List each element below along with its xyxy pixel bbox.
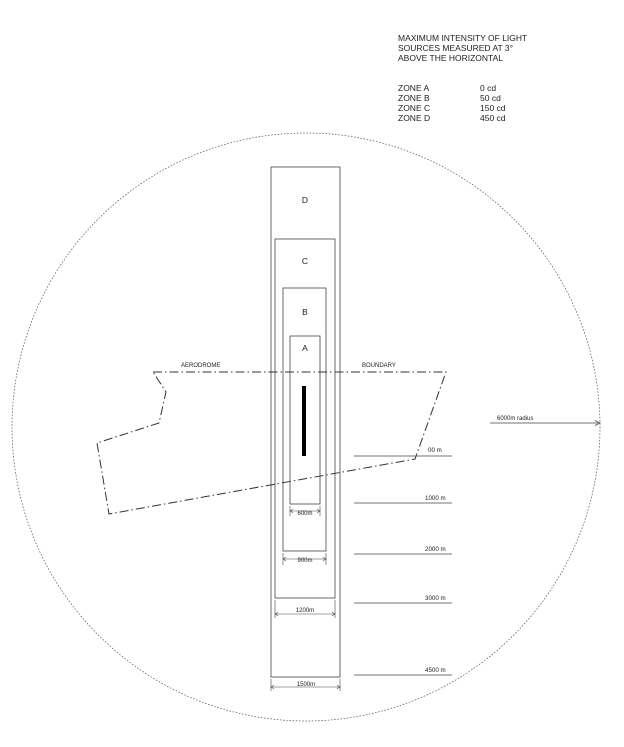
legend-zone-c: ZONE C: [398, 103, 431, 113]
legend-value-a: 0 cd: [480, 83, 497, 93]
zone-a-letter: A: [302, 343, 308, 353]
distance-label-2000: 2000 m: [425, 546, 446, 553]
distance-label-1000: 1000 m: [425, 495, 446, 502]
dimension-label-1200m: 1200m: [295, 608, 315, 614]
distance-label-0: 00 m: [428, 447, 442, 454]
legend-title-line-3: ABOVE THE HORIZONTAL: [398, 53, 504, 63]
legend-zone-a: ZONE A: [398, 83, 430, 93]
legend-value-b: 50 cd: [480, 93, 501, 103]
boundary-label-right: BOUNDARY: [362, 363, 396, 369]
aerodrome-boundary: [97, 372, 446, 514]
radius-label: 6000m radius: [497, 416, 534, 422]
dimension-label-600m: 600m: [297, 511, 313, 517]
zone-b-letter: B: [302, 307, 308, 317]
dimension-label-900m: 900m: [297, 558, 313, 564]
runway: [302, 386, 306, 456]
legend-title-line-2: SOURCES MEASURED AT 3°: [398, 43, 514, 53]
zone-d-letter: D: [301, 195, 309, 205]
dimension-label-1500m: 1500m: [296, 682, 316, 688]
legend-value-d: 450 cd: [480, 113, 506, 123]
legend-value-c: 150 cd: [480, 103, 506, 113]
legend: [398, 33, 527, 123]
distance-label-4500: 4500 m: [425, 667, 446, 674]
legend-title-line-1: MAXIMUM INTENSITY OF LIGHT: [398, 33, 528, 43]
distance-label-3000: 3000 m: [425, 595, 446, 602]
zone-c-letter: C: [301, 256, 309, 266]
legend-zone-d: ZONE D: [398, 113, 431, 123]
boundary-label-left: AERODROME: [181, 363, 221, 369]
legend-zone-b: ZONE B: [398, 93, 430, 103]
